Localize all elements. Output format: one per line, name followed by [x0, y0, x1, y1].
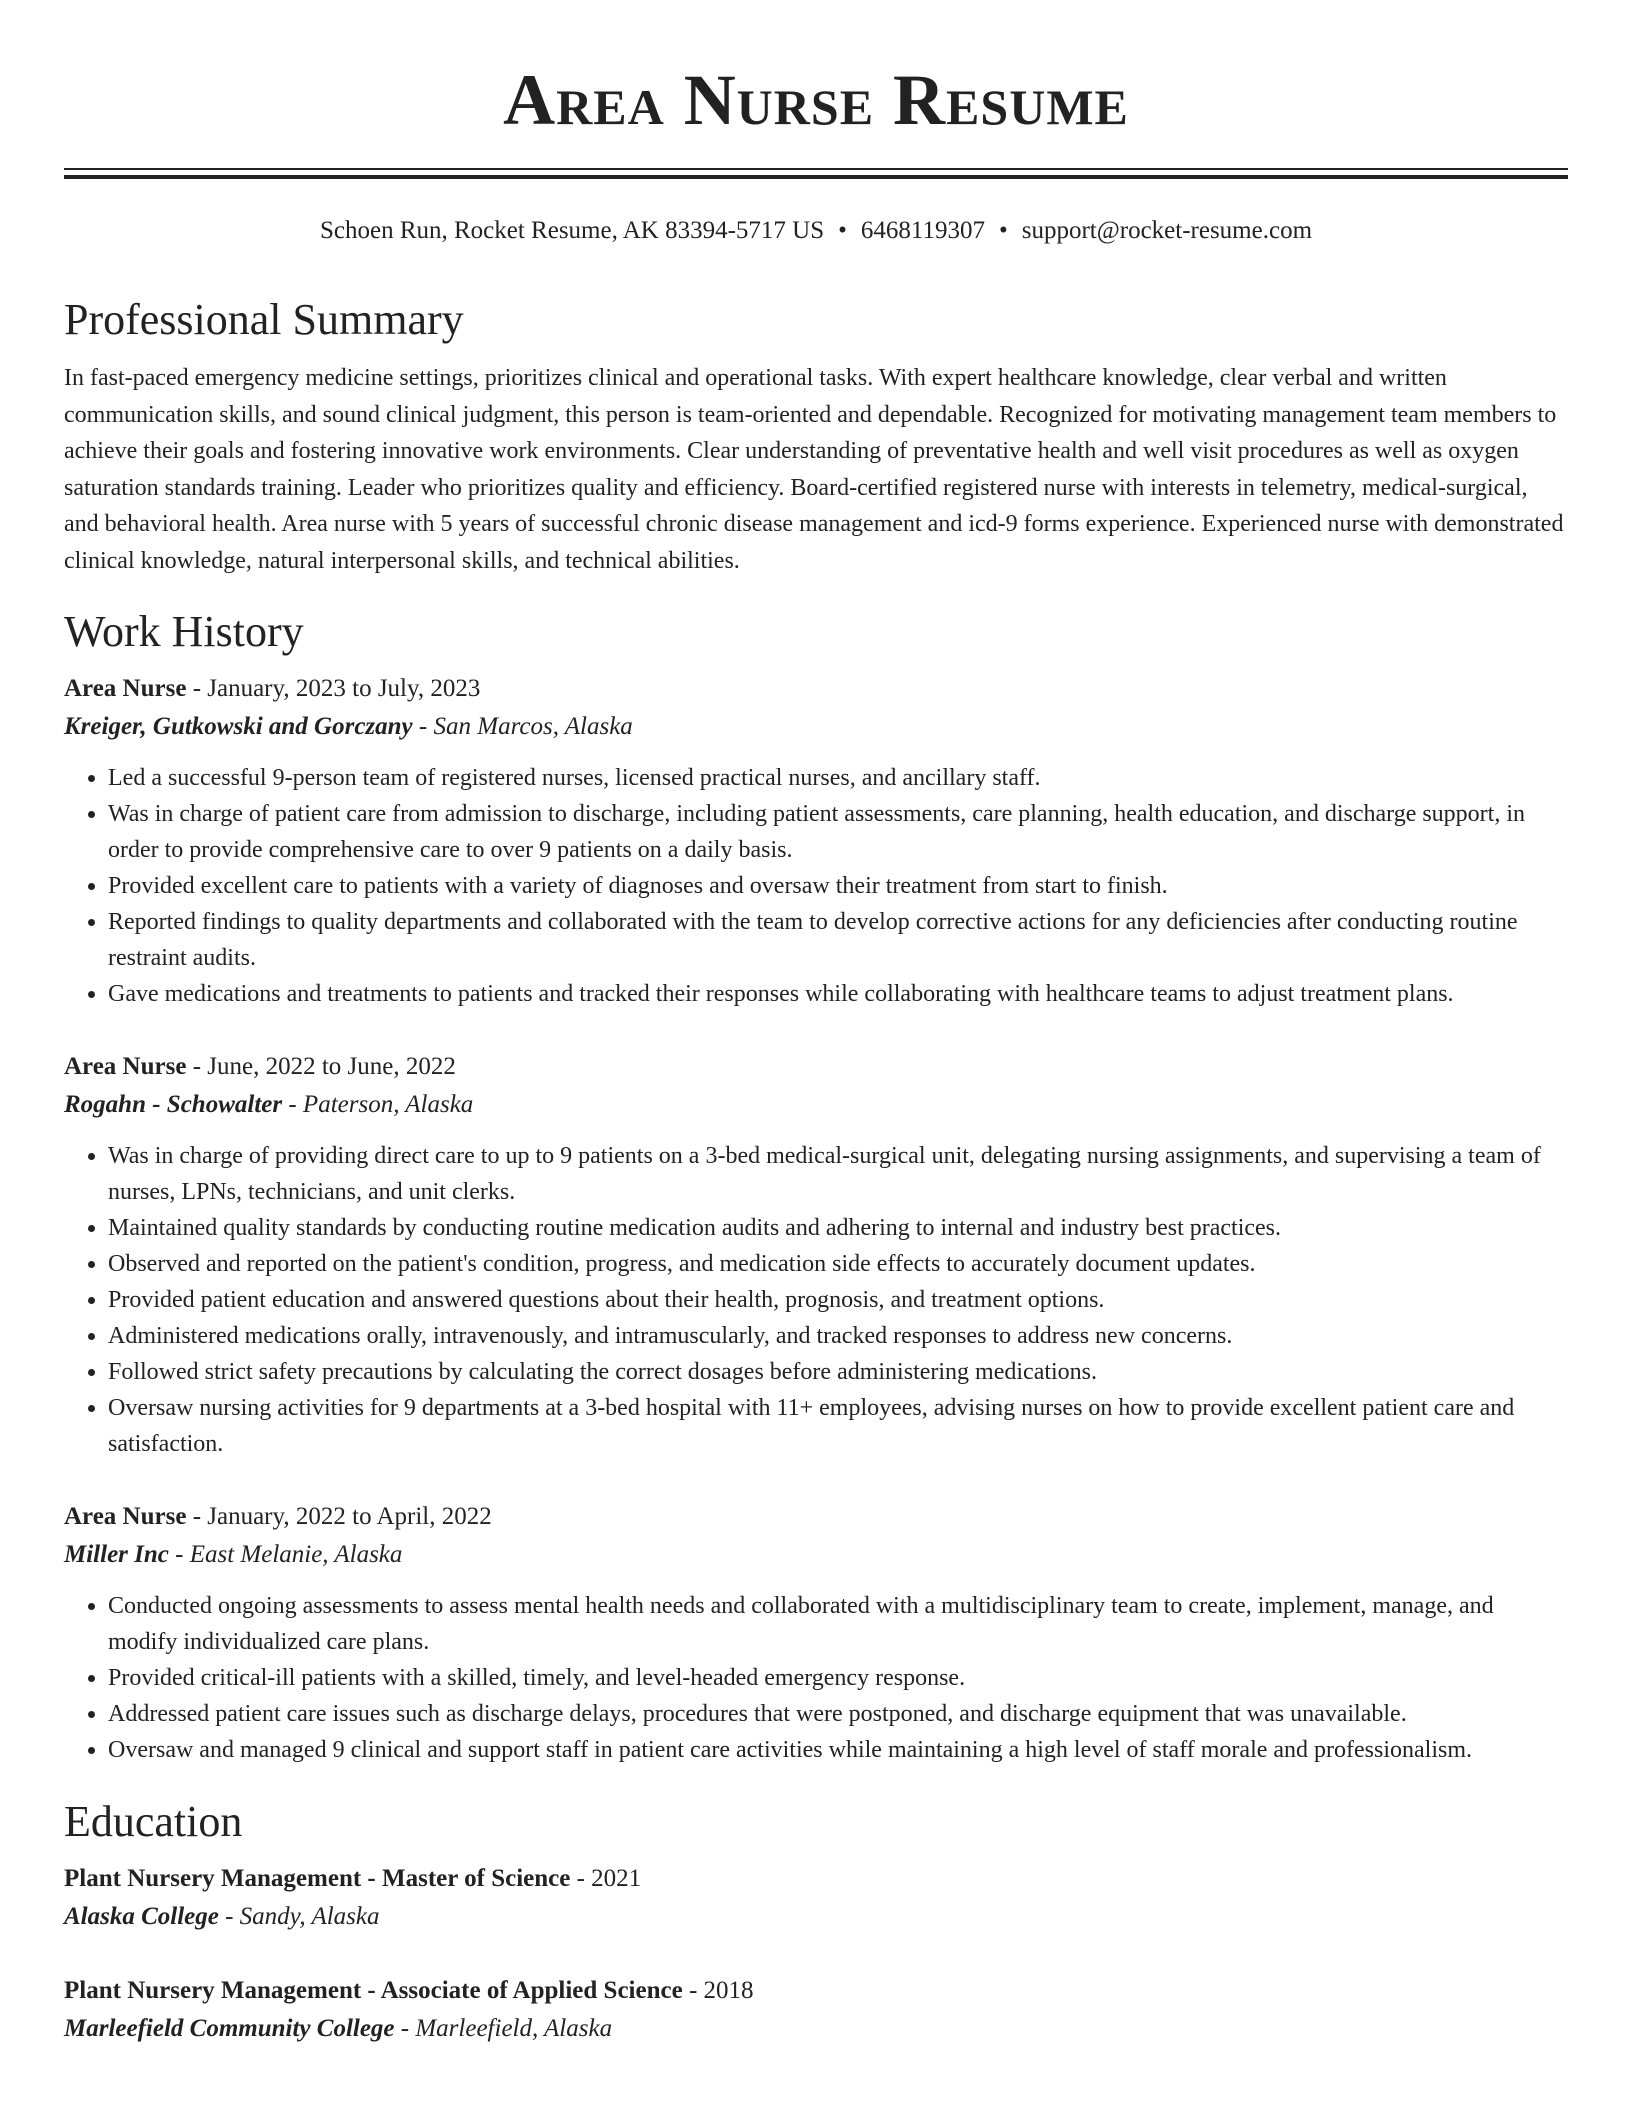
job-entry	[64, 1048, 1568, 1462]
work-history-section	[64, 604, 1568, 1768]
job-header	[64, 1048, 1568, 1086]
contact-separator: •	[838, 217, 847, 244]
job-title: Area Nurse	[64, 1052, 187, 1080]
resume-content	[64, 292, 1568, 2048]
education-location: - Marleefield, Alaska	[394, 2014, 613, 2042]
list-item: • Conducted ongoing assessments to assess mental health needs and collaborated with a multidisciplinary team to create, implement, manage, and modify individualized care plans.	[108, 1588, 1568, 1660]
education-degree-line	[64, 1972, 1568, 2010]
job-bullets	[64, 1138, 1568, 1462]
list-item: • Provided excellent care to patients with a variety of diagnoses and oversaw their treatment from start to finish.	[108, 868, 1568, 904]
list-item: • Provided critical-ill patients with a skilled, timely, and level-headed emergency response.	[108, 1660, 1568, 1696]
title-divider-thick	[64, 175, 1568, 179]
job-location: - Paterson, Alaska	[282, 1090, 474, 1118]
job-employer-line	[64, 708, 1568, 746]
job-header	[64, 670, 1568, 708]
list-item: • Observed and reported on the patient's condition, progress, and medication side effects to accurately document updates.	[108, 1246, 1568, 1282]
list-item: • Maintained quality standards by conducting routine medication audits and adhering to internal and industry best practices.	[108, 1210, 1568, 1246]
education-school-line	[64, 1898, 1568, 1936]
contact-address: Schoen Run, Rocket Resume, AK 83394-5717 US	[319, 217, 825, 244]
list-item: • Administered medications orally, intravenously, and intramuscularly, and tracked responses to address new concerns.	[108, 1318, 1568, 1354]
page-title: Area Nurse Resume	[503, 60, 1129, 140]
education-location: - Sandy, Alaska	[218, 1902, 380, 1930]
education-entry	[64, 1972, 1568, 2048]
education-year: - 2018	[682, 1976, 754, 2004]
job-title: Area Nurse	[64, 674, 187, 702]
job-employer-line	[64, 1536, 1568, 1574]
summary-text: In fast-paced emergency medicine settings, prioritizes clinical and operational tasks. With expert healthcare knowledge, clear verbal and written communication skills, and sound clinical judgment, this person is team-oriented and dependable. Recognized for motivating management team members to achieve their goals and fostering innovative work environments. Clear understanding of preventative health and well visit procedures as well as oxygen saturation standards training. Leader who prioritizes quality and efficiency. Board-certified registered nurse with interests in telemetry, medical-surgical, and behavioral health. Area nurse with 5 years of successful chronic disease management and icd-9 forms experience. Experienced nurse with demonstrated clinical knowledge, natural interpersonal skills, and technical abilities.	[64, 365, 1564, 574]
list-item: • Reported findings to quality departments and collaborated with the team to develop corrective actions for any deficiencies after conducting routine restraint audits.	[108, 904, 1568, 976]
list-item: • Was in charge of providing direct care to up to 9 patients on a 3-bed medical-surgical unit, delegating nursing assignments, and supervising a team of nurses, LPNs, technicians, and unit clerks.	[108, 1138, 1568, 1210]
job-bullets	[64, 1588, 1568, 1768]
summary-heading: Professional Summary	[64, 295, 464, 344]
job-bullets	[64, 760, 1568, 1012]
education-school-line	[64, 2010, 1568, 2048]
education-degree: Plant Nursery Management - Master of Science	[64, 1864, 571, 1892]
contact-phone: 6468119307	[860, 217, 985, 244]
list-item: • Was in charge of patient care from admission to discharge, including patient assessments, care planning, health education, and discharge support, in order to provide comprehensive care to over 9 patients on a daily basis.	[108, 796, 1568, 868]
contact-line	[0, 214, 1632, 248]
title-divider-thin	[64, 168, 1568, 170]
list-item: • Provided patient education and answered questions about their health, prognosis, and treatment options.	[108, 1282, 1568, 1318]
summary-section	[64, 292, 1568, 580]
job-header	[64, 1498, 1568, 1536]
work-history-heading: Work History	[64, 606, 304, 656]
contact-email: support@rocket-resume.com	[1021, 217, 1313, 244]
job-employer: Rogahn - Schowalter	[64, 1090, 283, 1118]
education-school: Alaska College	[64, 1902, 219, 1930]
job-location: - San Marcos, Alaska	[412, 712, 633, 740]
job-dates: - June, 2022 to June, 2022	[186, 1052, 456, 1080]
job-employer: Kreiger, Gutkowski and Gorczany	[64, 712, 413, 740]
list-item: • Oversaw nursing activities for 9 departments at a 3-bed hospital with 11+ employees, advising nurses on how to provide excellent patient care and satisfaction.	[108, 1390, 1568, 1462]
job-title: Area Nurse	[64, 1502, 187, 1530]
job-entry	[64, 670, 1568, 1012]
list-item: • Gave medications and treatments to patients and tracked their responses while collaborating with healthcare teams to adjust treatment plans.	[108, 976, 1568, 1012]
contact-separator: •	[998, 217, 1008, 244]
job-entry	[64, 1498, 1568, 1768]
education-heading: Education	[64, 1796, 243, 1846]
education-entry	[64, 1860, 1568, 1936]
list-item: • Oversaw and managed 9 clinical and support staff in patient care activities while maintaining a high level of staff morale and professionalism.	[108, 1732, 1568, 1768]
list-item: • Addressed patient care issues such as discharge delays, procedures that were postponed, and discharge equipment that was unavailable.	[108, 1696, 1568, 1732]
list-item: • Followed strict safety precautions by calculating the correct dosages before administering medications.	[108, 1354, 1568, 1390]
job-location: - East Melanie, Alaska	[168, 1540, 403, 1568]
education-school: Marleefield Community College	[64, 2014, 395, 2042]
education-degree-line	[64, 1860, 1568, 1898]
education-section	[64, 1794, 1568, 2048]
job-dates: - January, 2023 to July, 2023	[186, 674, 481, 702]
list-item: • Led a successful 9-person team of registered nurses, licensed practical nurses, and ancillary staff.	[108, 760, 1568, 796]
job-dates: - January, 2022 to April, 2022	[186, 1502, 492, 1530]
education-year: - 2021	[570, 1864, 642, 1892]
job-employer-line	[64, 1086, 1568, 1124]
education-degree: Plant Nursery Management - Associate of Applied Science	[64, 1976, 683, 2004]
job-employer: Miller Inc	[64, 1540, 169, 1568]
